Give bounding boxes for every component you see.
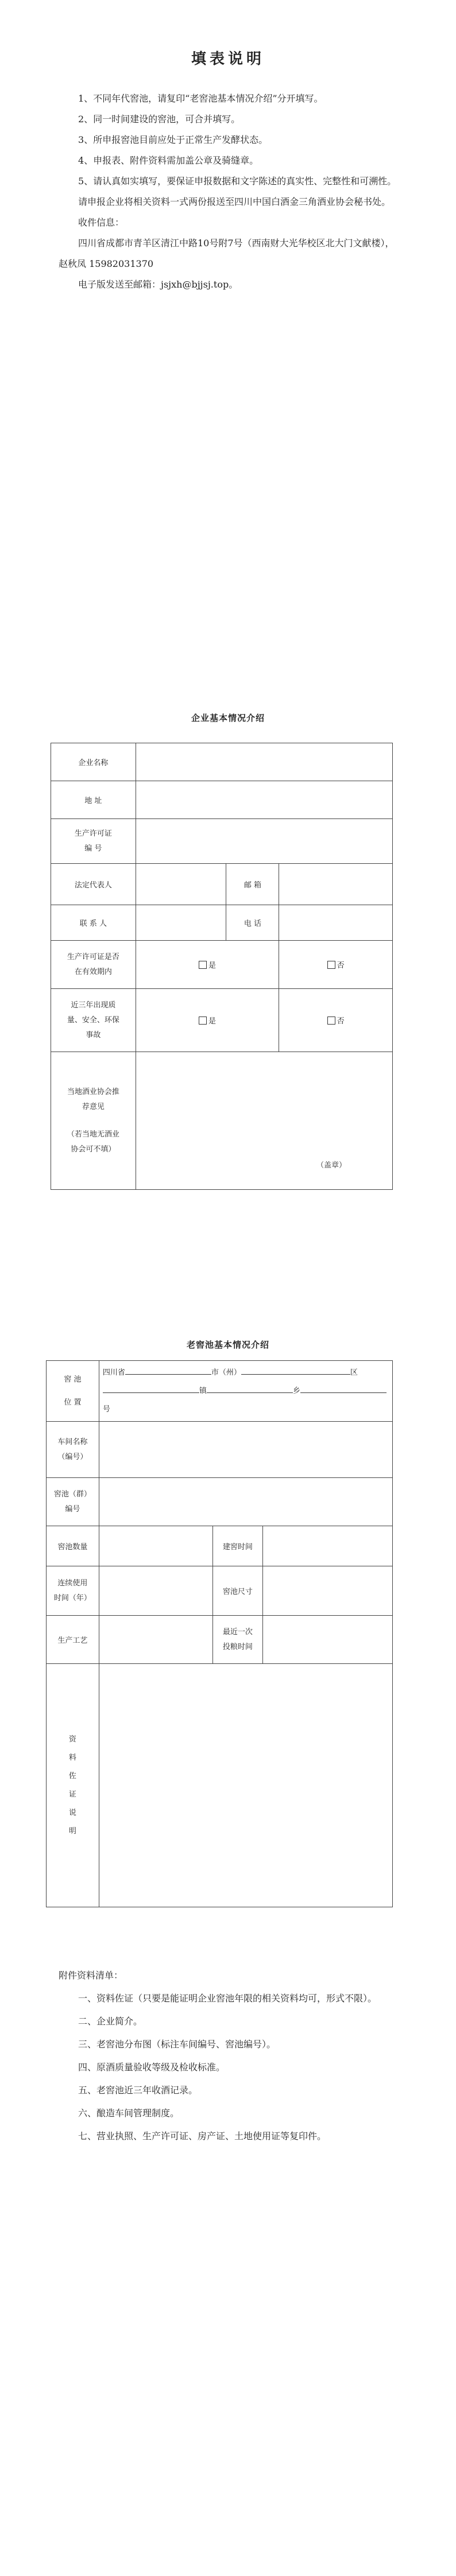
label-address: 地 址 <box>51 781 136 819</box>
appendix-item: 四、原酒质量验收等级及检收标准。 <box>78 2062 226 2073</box>
doc-title: 填表说明 <box>191 51 265 68</box>
label-legal-rep: 法定代表人 <box>51 864 136 905</box>
loc-city: 市（州） <box>211 1368 241 1377</box>
label-proof-char: 明 <box>68 1826 76 1836</box>
checkbox-icon[interactable] <box>327 961 335 969</box>
appendix-item: 五、老窖池近三年收酒记录。 <box>78 2085 198 2096</box>
field-phone[interactable] <box>279 905 393 941</box>
label-incidents-line: 近三年出现质 <box>71 1000 116 1010</box>
option-yes[interactable] <box>136 941 279 989</box>
label-contact: 联 系 人 <box>51 905 136 941</box>
instruction-item: 2、同一时间建设的窖池，可合并填写。 <box>78 114 241 125</box>
label-workshop-line: 车间名称 <box>57 1437 88 1446</box>
label-license-valid <box>51 941 136 989</box>
label-incidents <box>51 989 136 1052</box>
field-last-feed[interactable] <box>263 1616 393 1664</box>
label-license-line: 生产许可证 <box>74 829 112 838</box>
option-yes-label: 是 <box>208 1017 217 1026</box>
appendix-item: 一、资料佐证（只要是能证明企业窖池年限的相关资料均可，形式不限）。 <box>78 1993 377 2004</box>
label-cellar-size: 窖池尺寸 <box>212 1566 263 1616</box>
field-postcode[interactable] <box>279 864 393 905</box>
company-form-title: 企业基本情况介绍 <box>191 713 265 723</box>
label-cellar-number-line: 编号 <box>65 1504 80 1514</box>
field-legal-rep[interactable] <box>136 864 226 905</box>
label-cellar-location <box>47 1361 99 1422</box>
loc-number: 号 <box>102 1405 110 1414</box>
address-line: 四川省成都市青羊区清江中路10号附7号（西南财大光华校区北大门文献楼），赵秋凤 15982031370 <box>59 238 395 269</box>
loc-district: 区 <box>350 1368 358 1377</box>
field-cellar-count[interactable] <box>99 1526 212 1566</box>
label-process: 生产工艺 <box>47 1616 99 1664</box>
cellar-form-table <box>46 1360 393 1907</box>
field-continuous-use[interactable] <box>99 1566 212 1616</box>
checkbox-icon[interactable] <box>199 1017 207 1025</box>
label-association-opinion <box>51 1052 136 1190</box>
instructions-block <box>59 88 399 295</box>
address-heading: 收件信息： <box>78 217 125 228</box>
option-yes[interactable] <box>136 989 279 1052</box>
label-proof-char: 证 <box>68 1790 76 1799</box>
field-cellar-location[interactable] <box>99 1361 392 1422</box>
email-line: 电子版发送至邮箱：jsjxh@bjjsj.top。 <box>78 279 238 290</box>
label-last-feed-line: 最近一次 <box>222 1627 253 1636</box>
label-cellar-count: 窖池数量 <box>47 1526 99 1566</box>
label-proof-char: 资 <box>68 1735 76 1744</box>
label-company-name: 企业名称 <box>51 743 136 781</box>
instruction-item: 1、不同年代窖池，请复印“老窖池基本情况介绍”分开填写。 <box>78 93 323 104</box>
instruction-item: 3、所申报窖池目前应处于正常生产发酵状态。 <box>78 134 268 145</box>
seal-label: （盖章） <box>316 1161 346 1170</box>
field-company-name[interactable] <box>136 743 392 781</box>
loc-village: 乡 <box>292 1386 300 1395</box>
option-no-label: 否 <box>337 1017 345 1026</box>
label-opinion-line: 协会可不填） <box>71 1145 116 1154</box>
label-opinion-line: 当地酒业协会推 <box>67 1087 119 1096</box>
label-cellar-number-line: 窖池（群） <box>53 1489 91 1499</box>
label-opinion-line: （若当地无酒业 <box>67 1130 119 1139</box>
appendix-item: 二、企业简介。 <box>78 2016 143 2027</box>
loc-town: 镇 <box>199 1386 207 1395</box>
label-incidents-line: 量、安全、环保 <box>67 1015 119 1025</box>
label-continuous-use-line: 连续使用 <box>57 1578 88 1588</box>
option-no[interactable] <box>279 941 393 989</box>
loc-province: 四川省 <box>102 1368 125 1377</box>
label-phone: 电 话 <box>226 905 279 941</box>
checkbox-icon[interactable] <box>199 961 207 969</box>
field-workshop[interactable] <box>99 1422 392 1478</box>
label-incidents-line: 事故 <box>86 1030 101 1039</box>
label-postcode: 邮 箱 <box>226 864 279 905</box>
appendix-block <box>59 1964 399 2148</box>
instruction-item: 请申报企业将相关资料一式两份报送至四川中国白酒金三角酒业协会秘书处。 <box>78 196 391 207</box>
instruction-item: 5、请认真如实填写，要保证申报数据和文字陈述的真实性、完整性和可溯性。 <box>78 176 397 187</box>
appendix-item: 七、营业执照、生产许可证、房产证、土地使用证等复印件。 <box>78 2131 327 2142</box>
option-no-label: 否 <box>337 961 345 970</box>
appendix-heading: 附件资料清单： <box>59 1970 123 1981</box>
checkbox-icon[interactable] <box>327 1017 335 1025</box>
field-process[interactable] <box>99 1616 212 1664</box>
label-license-valid-line: 在有效期内 <box>74 967 112 976</box>
field-address[interactable] <box>136 781 392 819</box>
label-build-time: 建窖时间 <box>212 1526 263 1566</box>
option-yes-label: 是 <box>208 961 217 970</box>
field-build-time[interactable] <box>263 1526 393 1566</box>
label-location-line: 位 置 <box>64 1398 82 1407</box>
field-contact[interactable] <box>136 905 226 941</box>
label-proof-char: 佐 <box>68 1771 76 1780</box>
appendix-item: 六、酿造车间管理制度。 <box>78 2108 180 2119</box>
label-cellar-number <box>47 1478 99 1526</box>
label-proof-char: 料 <box>68 1753 76 1762</box>
field-association-opinion[interactable] <box>136 1052 392 1190</box>
label-workshop-line: （编号） <box>57 1452 88 1461</box>
field-proof[interactable] <box>99 1664 392 1907</box>
cellar-form-title: 老窖池基本情况介绍 <box>186 1340 269 1350</box>
company-form-table <box>51 743 393 1190</box>
label-workshop <box>47 1422 99 1478</box>
label-last-feed <box>212 1616 263 1664</box>
field-cellar-size[interactable] <box>263 1566 393 1616</box>
label-proof-char: 说 <box>68 1808 76 1817</box>
label-license-valid-line: 生产许可证是否 <box>67 952 119 961</box>
label-continuous-use-line: 时间（年） <box>53 1593 91 1603</box>
label-location-line: 窖 池 <box>64 1375 82 1384</box>
instruction-item: 4、申报表、附件资料需加盖公章及骑缝章。 <box>78 155 259 166</box>
option-no[interactable] <box>279 989 393 1052</box>
label-license-line: 编 号 <box>84 844 102 853</box>
label-license <box>51 819 136 864</box>
appendix-item: 三、老窖池分布图（标注车间编号、窖池编号）。 <box>78 2039 276 2050</box>
label-continuous-use <box>47 1566 99 1616</box>
field-cellar-number[interactable] <box>99 1478 392 1526</box>
label-last-feed-line: 投粮时间 <box>222 1642 253 1651</box>
field-license[interactable] <box>136 819 392 864</box>
label-opinion-line: 荐意见 <box>82 1102 105 1111</box>
label-proof <box>47 1664 99 1907</box>
